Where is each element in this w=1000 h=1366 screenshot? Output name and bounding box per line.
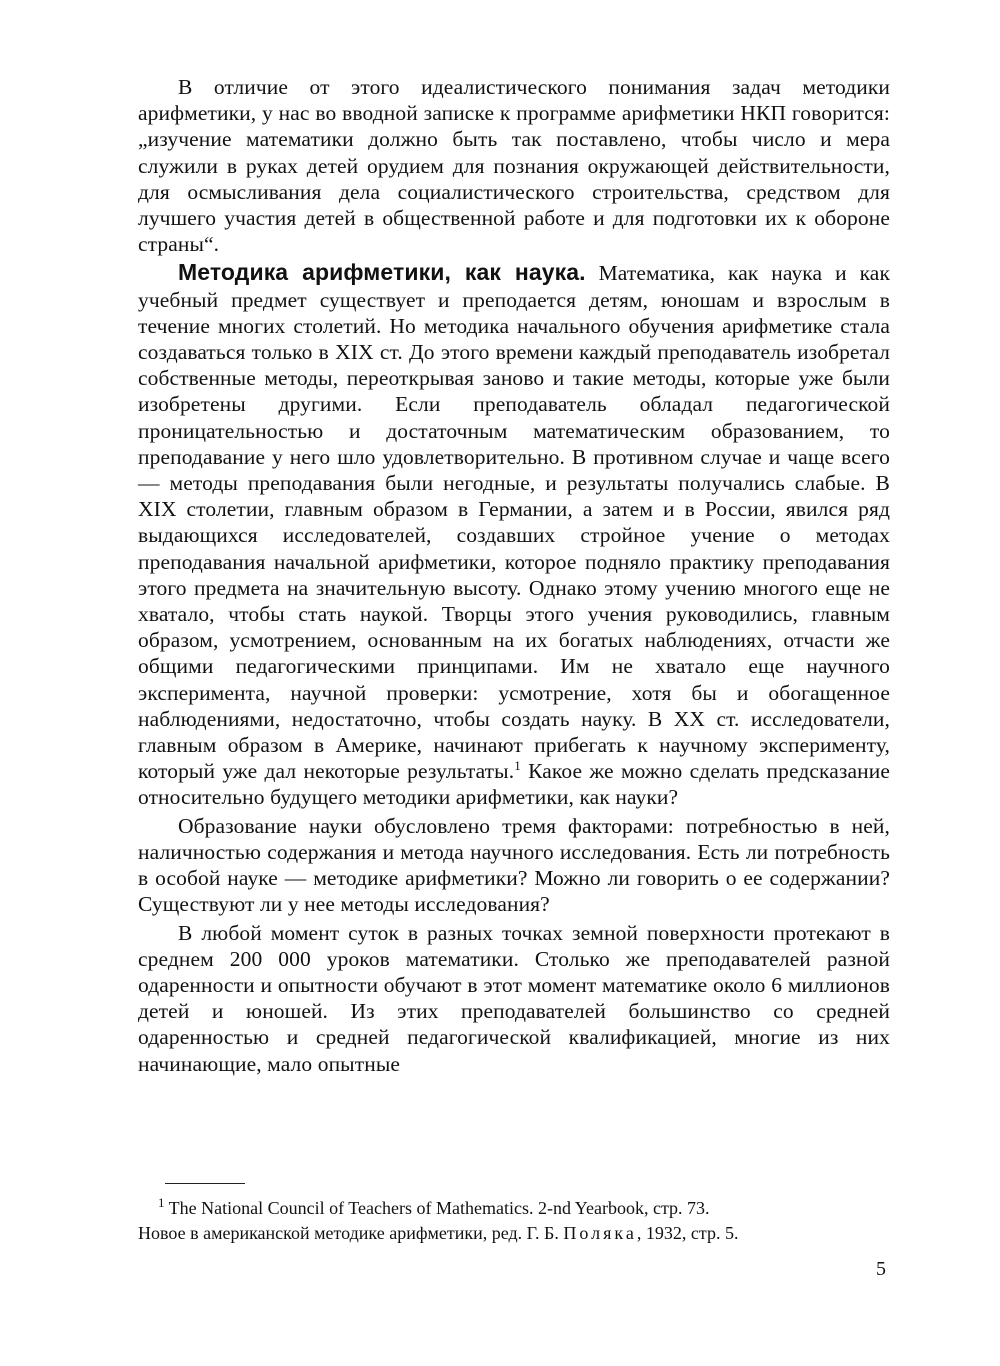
footnote-line-2 [138,1221,890,1246]
page-number: 5 [876,1258,886,1280]
page-body [138,74,890,1077]
footnote-mark: 1 [158,1195,165,1210]
footnote-line-1 [138,1196,890,1221]
footnote [138,1196,890,1246]
footnote-reference[interactable]: 1 [514,758,521,774]
paragraph-text-tail: Какое же можно сделать предсказание относительно будущего методики арифметики, как науки? [138,759,891,810]
paragraph-science-factors: Образование науки обусловлено тремя факторами: потребностью в ней, наличностью содержания и метода научного исследования. Есть ли потребность в особой науке — методике арифметики? Можно ли говорить о ее содержании? Существуют ли у нее методы исследования? [138,813,890,917]
footnote-source-2-end: , 1932, стр. 5. [636,1223,739,1243]
paragraph-methodology-as-science [138,259,890,810]
paragraph-lessons-statistics: В любой момент суток в разных точках земной поверхности протекают в среднем 200 000 уроков математики. Столько же преподавателей разной одаренности и опытности обучают в этот момент математике около 6 миллионов детей и юношей. Из этих преподавателей большинство со средней одаренностью и средней педагогической квалификацией, многие из них начинающие, мало опытные [138,920,890,1076]
footnote-divider [165,1183,245,1184]
footnote-source-2: Новое в американской методике арифметики, ред. Г. Б. [138,1223,564,1243]
paragraph-text: Математика, как наука и как учебный предмет существует и преподается детям, юношам и взрослым в течение многих столетий. Но методика начального обучения арифметике стала создаваться только в XIX ст. До этого времени каждый преподаватель изобретал собственные методы, переоткрывая заново и такие методы, которые уже были изобретены другими. Если преподаватель обладал педагогической проницательностью и достаточным математическим образованием, то преподавание у него шло удовлетворительно. В противном случае и чаще всего — методы преподавания были негодные, и результаты получались слабые. В XIX столетии, главным образом в Германии, а затем и в России, явился ряд выдающихся исследователей, создавших стройное учение о методах преподавания начальной арифметики, которое подняло практику преподавания этого предмета на значительную высоту. Однако этому учению многого еще не хватало, чтобы стать наукой. Творцы этого учения руководились, главным образом, усмотрением, основанным на их богатых наблюдениях, отчасти же общими педагогическими принципами. Им не хватало еще научного эксперимента, научной проверки: усмотрение, хотя бы и обогащенное наблюдениями, недостаточно, чтобы создать науку. В XX ст. исследователи, главным образом в Америке, начинают прибегать к научному эксперименту, который уже дал некоторые результаты. [138,261,890,784]
footnote-source-1: The National Council of Teachers of Mathematics. 2-nd Yearbook, стр. 73. [164,1198,710,1218]
paragraph-nkp-quote: В отличие от этого идеалистического понимания задач методики арифметики, у нас во вводной записке к программе арифметики НКП говорится: „изучение математики должно быть так поставлено, чтобы число и мера служили в руках детей орудием для познания окружающей действительности, для осмысливания дела социалистического строительства, средством для лучшего участия детей в общественной работе и для подготовки их к обороне страны“. [138,75,890,257]
section-heading: Методика арифметики, как наука. [178,259,586,286]
footnote-author: Поляка [563,1223,637,1243]
